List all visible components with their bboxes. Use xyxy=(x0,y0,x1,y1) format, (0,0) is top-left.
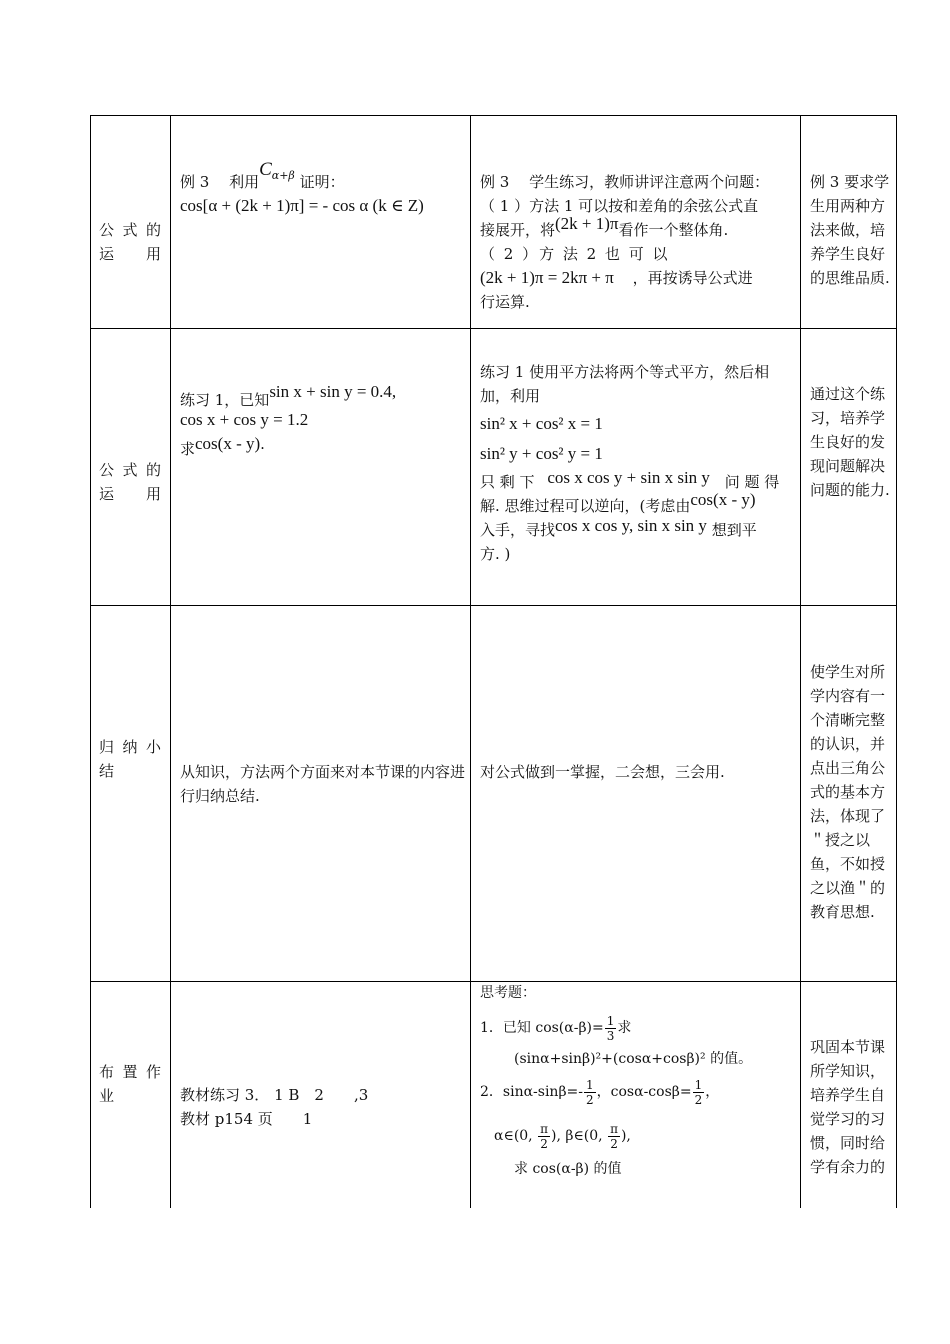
thinking-q1-ask: 求 xyxy=(617,1020,632,1036)
row2-teaching-line2: 加，利用 xyxy=(480,387,541,405)
fraction-denominator: 2 xyxy=(610,1136,618,1151)
fraction-denominator: 2 xyxy=(540,1136,548,1151)
row4-homework-line2: 教材 p154 页 1 xyxy=(180,1110,313,1128)
lesson-table xyxy=(90,115,897,1208)
c-alpha-beta-symbol: C xyxy=(259,159,272,180)
row1-teaching-line3 xyxy=(480,214,792,242)
row2-teaching-line5-tail: 问 题 得 xyxy=(724,473,780,491)
row2-purpose xyxy=(810,382,890,502)
fraction-one-third xyxy=(605,1014,617,1043)
table-border-right xyxy=(896,115,897,1208)
row4-homework xyxy=(180,1083,465,1131)
row2-example-eq1: sin x + sin y = 0.4, xyxy=(269,382,397,401)
row2-teaching-line5-math: cos x cos y + sin x sin y xyxy=(547,468,710,487)
column-divider-3 xyxy=(800,115,801,1208)
row1-example-suffix: 证明： xyxy=(294,173,345,191)
row2-label xyxy=(99,458,161,506)
row2-teaching-identity1 xyxy=(480,412,792,436)
row2-teaching-identity2 xyxy=(480,442,792,466)
fraction-denominator: 3 xyxy=(606,1028,615,1043)
row2-example-line3 xyxy=(180,432,465,456)
row2-example-line1 xyxy=(180,380,465,409)
thinking-q2-domain xyxy=(480,1119,792,1153)
row4-homework-line1: 教材练习 3． 1 B 2 ,3 xyxy=(180,1086,369,1104)
fraction-numerator: π xyxy=(540,1121,548,1136)
row4-purpose-text: 巩固本节课所学知识，培养学生自觉学习的习惯，同时给学有余力的 xyxy=(810,1038,886,1176)
row1-purpose xyxy=(810,170,890,290)
fraction-pi-half-b xyxy=(608,1122,620,1151)
row2-teaching-line8: 方. ) xyxy=(480,545,511,563)
row1-teaching xyxy=(480,170,792,314)
row3-teaching xyxy=(480,760,792,784)
row2-teaching-line5-text: 只 剩 下 xyxy=(480,473,535,491)
row1-teaching-line5 xyxy=(480,266,792,290)
row2-example-intro: 练习 1，已知 xyxy=(180,391,270,409)
thinking-q2-comma: ， xyxy=(705,1084,720,1100)
row1-teaching-line6: 行运算. xyxy=(480,293,530,311)
fraction-pi-half-a xyxy=(538,1122,550,1151)
row3-label xyxy=(99,735,161,783)
row2-teaching xyxy=(480,360,792,566)
alpha-domain-text: α∈(0, xyxy=(494,1128,533,1144)
row2-teaching-line6 xyxy=(480,490,792,518)
row2-teaching-line1: 练习 1 使用平方法将两个等式平方，然后相 xyxy=(480,363,770,381)
row1-label-text: 公 式 的 运用 xyxy=(99,221,161,263)
row2-purpose-text: 通过这个练习，培养学生良好的发现问题解决问题的能力. xyxy=(810,385,890,499)
fraction-one-half-a xyxy=(584,1078,596,1107)
row1-example-line1 xyxy=(180,159,465,194)
row4-thinking xyxy=(480,981,792,1181)
table-border-left xyxy=(90,115,91,1208)
row1-example-prefix: 例 3 利用 xyxy=(180,173,260,191)
c-alpha-beta-subscript: α+β xyxy=(271,169,295,182)
row1-teaching-line2: （ 1 ）方法 1 可以按和差角的余弦公式直 xyxy=(480,197,759,215)
row4-purpose xyxy=(810,1035,890,1179)
fraction-numerator: 1 xyxy=(586,1077,594,1092)
row3-summary-text: 从知识，方法两个方面来对本节课的内容进行归纳总结. xyxy=(180,763,466,805)
row1-purpose-text: 例 3 要求学生用两种方法来做，培养学生良好的思维品质. xyxy=(810,173,890,287)
row2-example-eq2: cos x + cos y = 1.2 xyxy=(180,410,309,429)
row-divider-1 xyxy=(90,328,897,329)
row-divider-2 xyxy=(90,605,897,606)
row3-purpose xyxy=(810,660,890,924)
fraction-numerator: 1 xyxy=(694,1077,703,1092)
thinking-q2 xyxy=(480,1075,792,1109)
row3-label-text: 归 纳 小 结 xyxy=(99,738,161,780)
row1-teaching-line4: （ 2 ）方 法 2 也 可 以 xyxy=(480,245,670,263)
row3-purpose-text: 使学生对所学内容有一个清晰完整的认识，并点出三角公式的基本方法，体现了＂授之以鱼，不如授之以渔＂的教育思想. xyxy=(810,663,886,921)
row2-example-period: . xyxy=(260,435,265,453)
domain-close: ), xyxy=(620,1128,631,1144)
column-divider-1 xyxy=(170,115,171,1208)
beta-domain-text: ), β∈(0, xyxy=(550,1128,603,1144)
row2-example xyxy=(180,380,465,456)
identity-sin2y-cos2y: sin² y + cos² y = 1 xyxy=(480,444,603,463)
row1-teaching-line3-math: (2k + 1)π xyxy=(555,214,619,233)
row2-label-text: 公 式 的 运用 xyxy=(99,461,161,503)
thinking-q2-ask: 求 cos(α-β) 的值 xyxy=(514,1161,622,1177)
row2-teaching-line7-text: 入手，寻找 xyxy=(480,521,556,539)
fraction-denominator: 2 xyxy=(694,1092,703,1107)
thinking-q1-text: 1．已知 cos(α-β)= xyxy=(480,1020,604,1036)
column-divider-2 xyxy=(470,115,471,1208)
row4-label-text: 布 置 作 业 xyxy=(99,1063,161,1105)
identity-sin2x-cos2x: sin² x + cos² x = 1 xyxy=(480,414,603,433)
row1-teaching-line5-tail: ，再按诱导公式进 xyxy=(632,269,753,287)
row2-example-ask: 求 xyxy=(180,440,196,458)
row2-teaching-line7-tail: 想到平 xyxy=(711,521,757,539)
fraction-one-half-b xyxy=(693,1078,705,1107)
thinking-q1-expression: (sinα+sinβ)²+(cosα+cosβ)² 的值。 xyxy=(514,1051,753,1067)
table-border-top xyxy=(90,115,897,116)
thinking-q1 xyxy=(480,1011,792,1045)
row2-teaching-line6-text: 解. 思维过程可以逆向，(考虑由 xyxy=(480,497,691,515)
fraction-numerator: π xyxy=(610,1121,618,1136)
row1-teaching-line1: 例 3 学生练习，教师讲评注意两个问题： xyxy=(480,173,770,191)
row1-label xyxy=(99,218,161,266)
row1-teaching-line3-tail: 看作一个整体角. xyxy=(618,221,729,239)
row3-summary xyxy=(180,760,465,808)
row2-teaching-line7-math: cos x cos y, sin x sin y xyxy=(555,516,707,535)
row2-teaching-line7 xyxy=(480,518,792,542)
row1-teaching-line3-text: 接展开，将 xyxy=(480,221,556,239)
row1-teaching-line5-math: (2k + 1)π = 2kπ + π xyxy=(480,268,614,287)
row3-teaching-text: 对公式做到一掌握，二会想，三会用. xyxy=(480,763,725,781)
fraction-numerator: 1 xyxy=(606,1013,615,1028)
row1-example xyxy=(180,159,465,218)
thinking-q2-text: 2．sinα-sinβ=- xyxy=(480,1084,584,1100)
fraction-denominator: 2 xyxy=(586,1092,594,1107)
thinking-title: 思考题： xyxy=(480,985,536,1001)
thinking-q2-mid: ，cosα-cosβ= xyxy=(596,1084,692,1100)
row1-example-formula: cos[α + (2k + 1)π] = - cos α (k ∈ Z) xyxy=(180,196,424,215)
row4-label xyxy=(99,1060,161,1108)
row2-teaching-line6-math: cos(x - y) xyxy=(690,490,756,509)
row2-example-target: cos(x - y) xyxy=(195,434,261,453)
